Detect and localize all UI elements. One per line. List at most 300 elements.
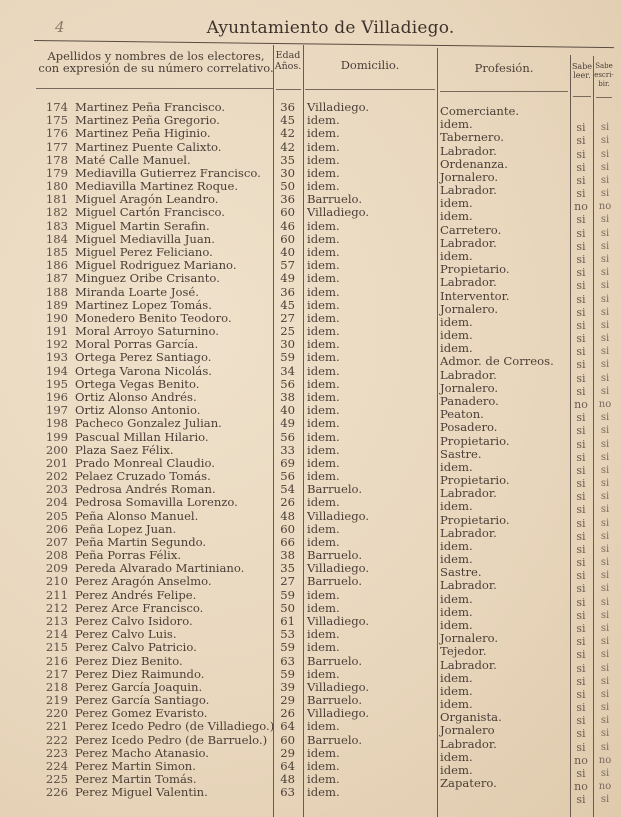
can-read: si	[576, 595, 586, 609]
elector-age: 30	[280, 165, 295, 180]
elector-profession: idem.	[440, 117, 473, 132]
elector-number: 218	[45, 679, 68, 694]
elector-domicile: Barruelo.	[307, 548, 363, 563]
header-underline-profession	[440, 91, 568, 92]
elector-age: 36	[280, 284, 295, 299]
elector-profession: idem.	[440, 749, 473, 764]
elector-domicile: idem.	[307, 429, 340, 444]
elector-profession: Posadero.	[440, 420, 498, 435]
elector-domicile: Villadiego.	[307, 679, 370, 694]
can-write: si	[600, 293, 610, 305]
can-read: si	[576, 622, 586, 636]
elector-domicile: Barruelo.	[307, 482, 363, 497]
can-read: no	[574, 780, 588, 794]
elector-name: Perez Arce Francisco.	[75, 600, 204, 615]
elector-age: 45	[280, 297, 295, 312]
elector-profession: idem.	[440, 248, 473, 263]
can-write: si	[600, 214, 610, 226]
elector-name: Moral Arroyo Saturnino.	[75, 324, 219, 339]
elector-name: Prado Monreal Claudio.	[75, 455, 215, 470]
elector-domicile: Villadiego.	[307, 706, 370, 721]
elector-number: 194	[45, 363, 68, 378]
elector-domicile: idem.	[307, 666, 340, 681]
elector-domicile: idem.	[307, 284, 340, 299]
elector-age: 29	[280, 745, 295, 760]
elector-domicile: idem.	[307, 179, 340, 194]
elector-number: 193	[45, 350, 68, 365]
elector-name: Peña Martin Segundo.	[75, 534, 207, 549]
elector-profession: Admor. de Correos.	[440, 354, 554, 369]
elector-profession: idem.	[440, 209, 473, 224]
can-read: si	[576, 714, 586, 728]
can-write: si	[600, 372, 610, 384]
elector-age: 63	[280, 785, 295, 800]
elector-domicile: idem.	[307, 785, 340, 800]
can-read: si	[576, 279, 586, 293]
elector-name: Perez García Joaquin.	[75, 679, 203, 694]
header-domicile: Domicilio.	[340, 58, 400, 72]
can-write: si	[600, 267, 610, 279]
can-read: si	[576, 332, 586, 346]
elector-number: 202	[45, 469, 68, 484]
elector-profession: idem.	[440, 328, 473, 343]
can-write: si	[600, 530, 610, 542]
can-read: si	[576, 411, 586, 425]
elector-profession: Jornalero.	[440, 380, 499, 395]
elector-age: 49	[280, 271, 295, 286]
can-read: si	[576, 187, 586, 201]
can-read: no	[574, 397, 588, 411]
elector-age: 35	[280, 152, 295, 167]
header-writes-line2: escri-	[594, 71, 614, 79]
elector-domicile: idem.	[307, 403, 340, 418]
header-age-line1: Edad	[275, 50, 301, 61]
elector-domicile: Barruelo.	[307, 732, 363, 747]
elector-domicile: Villadiego.	[307, 205, 370, 220]
header-reads	[571, 62, 593, 80]
can-write: si	[600, 688, 610, 700]
can-read: si	[576, 542, 586, 556]
elector-profession: idem.	[440, 341, 473, 356]
table-row	[0, 100, 621, 118]
can-read: si	[576, 767, 586, 780]
elector-domicile: idem.	[307, 244, 340, 259]
can-write: no	[598, 201, 612, 213]
elector-profession: Labrador.	[440, 235, 497, 250]
elector-domicile: idem.	[307, 310, 340, 325]
elector-number: 203	[45, 482, 68, 497]
elector-number: 180	[45, 179, 68, 194]
elector-profession: Labrador.	[440, 367, 497, 382]
can-write: si	[600, 227, 610, 239]
elector-age: 59	[280, 350, 295, 365]
can-write: si	[600, 728, 610, 740]
elector-domicile: idem.	[307, 495, 340, 510]
elector-domicile: idem.	[307, 350, 340, 365]
elector-number: 174	[45, 100, 68, 114]
elector-name: Pedrosa Somavilla Lorenzo.	[75, 495, 238, 510]
header-writes-line3: bir.	[598, 80, 610, 88]
elector-domicile: idem.	[307, 719, 340, 734]
elector-profession: idem.	[440, 697, 473, 712]
elector-name: Ortiz Alonso Andrés.	[75, 389, 197, 404]
elector-age: 59	[280, 587, 295, 602]
can-read: si	[576, 147, 586, 161]
elector-number: 177	[45, 139, 68, 154]
elector-age: 36	[280, 100, 295, 114]
elector-age: 27	[280, 574, 295, 589]
can-write: si	[600, 148, 610, 160]
elector-number: 206	[45, 521, 68, 536]
can-write: si	[600, 583, 610, 595]
can-read: si	[576, 740, 586, 754]
elector-profession: Labrador.	[440, 183, 497, 198]
elector-profession: idem.	[440, 670, 473, 685]
can-write: si	[600, 346, 610, 358]
elector-number: 204	[45, 495, 68, 510]
can-write: si	[600, 741, 610, 753]
elector-age: 26	[280, 706, 295, 721]
elector-domicile: idem.	[307, 297, 340, 312]
elector-age: 42	[280, 126, 295, 141]
can-write: si	[600, 596, 610, 608]
elector-name: Miguel Martin Serafin.	[75, 218, 210, 233]
can-write: si	[600, 425, 610, 437]
can-write: si	[600, 768, 610, 779]
can-write: no	[598, 781, 612, 793]
can-read: no	[574, 200, 588, 214]
elector-profession: Ordenanza.	[440, 156, 508, 171]
can-write: si	[600, 359, 610, 371]
elector-domicile: idem.	[307, 600, 340, 615]
elector-number: 181	[45, 192, 68, 207]
can-read: si	[576, 424, 586, 438]
elector-profession: Interventor.	[440, 288, 510, 303]
elector-domicile: idem.	[307, 627, 340, 642]
can-write: si	[600, 636, 610, 648]
elector-age: 56	[280, 429, 295, 444]
title-rule	[34, 40, 614, 48]
elector-age: 60	[280, 521, 295, 536]
can-read: si	[576, 239, 586, 253]
elector-domicile: Villadiego.	[307, 100, 370, 114]
elector-profession: Jornalero	[440, 723, 495, 738]
elector-profession: Sastre.	[440, 446, 482, 461]
elector-domicile: idem.	[307, 152, 340, 167]
elector-number: 189	[45, 297, 68, 312]
can-write: si	[600, 253, 610, 265]
elector-name: Miguel Rodriguez Mariano.	[75, 258, 237, 273]
elector-domicile: idem.	[307, 389, 340, 404]
elector-number: 192	[45, 337, 68, 352]
elector-name: Perez Martin Simon.	[75, 759, 196, 773]
can-write: si	[600, 623, 610, 635]
elector-age: 50	[280, 179, 295, 194]
elector-age: 26	[280, 495, 295, 510]
header-writes-line1: Sabe	[595, 62, 613, 70]
elector-name: Pereda Alvarado Martiniano.	[75, 561, 245, 576]
elector-number: 205	[45, 508, 68, 523]
elector-profession: Jornalero.	[440, 169, 499, 184]
elector-age: 54	[280, 482, 295, 497]
elector-domicile: idem.	[307, 324, 340, 339]
elector-name: Perez Icedo Pedro (de Villadiego.)	[75, 719, 275, 734]
header-underline-age	[276, 89, 301, 90]
can-write: si	[600, 557, 610, 569]
can-read: si	[576, 160, 586, 174]
elector-name: Perez Martin Tomás.	[75, 772, 197, 787]
elector-name: Peña Porras Félix.	[75, 548, 182, 563]
elector-age: 40	[280, 403, 295, 418]
elector-age: 27	[280, 310, 295, 325]
elector-number: 221	[45, 719, 68, 734]
elector-domicile: idem.	[307, 745, 340, 760]
can-read: si	[576, 213, 586, 227]
elector-name: Pelaez Cruzado Tomás.	[75, 469, 211, 484]
can-write: si	[600, 412, 610, 424]
elector-age: 53	[280, 627, 295, 642]
elector-profession: Propietario.	[440, 473, 510, 488]
elector-number: 214	[45, 627, 68, 642]
elector-name: Martinez Puente Calixto.	[75, 139, 222, 154]
elector-number: 187	[45, 271, 68, 286]
elector-name: Perez Calvo Isidoro.	[75, 614, 193, 629]
elector-domicile: Villadiego.	[307, 561, 370, 576]
can-read: si	[576, 477, 586, 491]
header-age-line2: Años.	[274, 61, 302, 72]
elector-profession: Labrador.	[440, 578, 497, 593]
elector-number: 175	[45, 113, 68, 128]
elector-number: 198	[45, 416, 68, 431]
elector-domicile: idem.	[307, 165, 340, 180]
elector-domicile: idem.	[307, 337, 340, 352]
elector-age: 56	[280, 376, 295, 391]
header-name-line1: Apellidos y nombres de los electores,	[47, 49, 265, 63]
elector-age: 63	[280, 653, 295, 668]
elector-profession: Carretero.	[440, 222, 502, 237]
elector-profession: idem.	[440, 459, 473, 474]
can-write: si	[600, 702, 610, 714]
elector-profession: Jornalero.	[440, 301, 499, 316]
elector-age: 59	[280, 640, 295, 655]
header-name	[38, 50, 274, 74]
elector-age: 61	[280, 614, 295, 629]
elector-profession: Peaton.	[440, 407, 484, 422]
elector-number: 216	[45, 653, 68, 668]
can-read: si	[576, 582, 586, 596]
elector-name: Ortega Perez Santiago.	[75, 350, 212, 365]
elector-name: Miguel Cartón Francisco.	[75, 205, 225, 220]
elector-number: 222	[45, 732, 68, 747]
elector-profession: Labrador.	[440, 736, 497, 751]
elector-number: 215	[45, 640, 68, 655]
elector-profession: Propietario.	[440, 262, 510, 277]
elector-age: 40	[280, 244, 295, 259]
elector-profession: idem.	[440, 604, 473, 619]
elector-name: Pedrosa Andrés Roman.	[75, 482, 216, 497]
table-row	[0, 785, 621, 807]
can-write: si	[600, 174, 610, 186]
elector-profession: idem.	[440, 314, 473, 329]
can-read: no	[574, 753, 588, 767]
elector-name: Miguel Aragón Leandro.	[75, 192, 219, 207]
can-read: si	[576, 437, 586, 451]
elector-age: 59	[280, 666, 295, 681]
elector-number: 183	[45, 218, 68, 233]
elector-domicile: idem.	[307, 640, 340, 655]
elector-age: 42	[280, 139, 295, 154]
elector-domicile: idem.	[307, 363, 340, 378]
can-read: si	[576, 727, 586, 741]
elector-age: 33	[280, 442, 295, 457]
elector-number: 195	[45, 376, 68, 391]
elector-profession: Tabernero.	[440, 130, 504, 145]
can-write: si	[600, 280, 610, 292]
elector-age: 48	[280, 508, 295, 523]
can-read: si	[576, 371, 586, 385]
elector-profession: Comerciante.	[440, 104, 520, 118]
elector-name: Martinez Peña Francisco.	[75, 100, 226, 114]
elector-domicile: Barruelo.	[307, 653, 363, 668]
elector-name: Martinez Peña Higinio.	[75, 126, 211, 141]
elector-name: Miguel Perez Feliciano.	[75, 244, 213, 259]
elector-domicile: idem.	[307, 521, 340, 536]
elector-number: 197	[45, 403, 68, 418]
can-read: si	[576, 266, 586, 280]
elector-number: 223	[45, 745, 68, 760]
can-read: si	[576, 503, 586, 517]
elector-number: 226	[45, 785, 68, 800]
elector-age: 69	[280, 455, 295, 470]
elector-age: 38	[280, 389, 295, 404]
elector-profession: Labrador.	[440, 486, 497, 501]
header-underline-name	[36, 88, 274, 89]
elector-domicile: idem.	[307, 442, 340, 457]
elector-age: 48	[280, 772, 295, 787]
can-write: si	[600, 662, 610, 674]
can-write: si	[600, 504, 610, 516]
header-reads-line2: leer.	[573, 71, 591, 80]
can-write: si	[600, 451, 610, 463]
elector-name: Perez Calvo Patricio.	[75, 640, 197, 655]
elector-domicile: Barruelo.	[307, 574, 363, 589]
elector-profession: Sastre.	[440, 565, 482, 580]
can-read: si	[576, 635, 586, 649]
can-read: si	[576, 687, 586, 701]
elector-name: Plaza Saez Félix.	[75, 442, 174, 457]
elector-profession: Jornalero.	[440, 631, 499, 646]
elector-profession: idem.	[440, 538, 473, 553]
elector-name: Martinez Lopez Tomás.	[75, 297, 212, 312]
elector-number: 225	[45, 772, 68, 787]
can-read: si	[576, 318, 586, 332]
elector-number: 220	[45, 706, 68, 721]
elector-name: Miguel Mediavilla Juan.	[75, 231, 215, 246]
elector-domicile: idem.	[307, 376, 340, 391]
elector-number: 207	[45, 534, 68, 549]
elector-name: Perez García Santiago.	[75, 693, 210, 708]
elector-age: 50	[280, 600, 295, 615]
elector-name: Perez Calvo Luis.	[75, 627, 177, 642]
elector-name: Perez Miguel Valentin.	[75, 785, 208, 800]
can-write: si	[600, 333, 610, 345]
elector-number: 211	[45, 587, 68, 602]
elector-number: 213	[45, 614, 68, 629]
can-read: si	[576, 648, 586, 662]
can-write: si	[600, 517, 610, 529]
can-write: si	[600, 306, 610, 318]
can-read: si	[576, 701, 586, 715]
elector-domicile: idem.	[307, 126, 340, 141]
can-read: si	[576, 529, 586, 543]
elector-domicile: idem.	[307, 759, 340, 773]
can-write: si	[600, 188, 610, 200]
elector-age: 25	[280, 324, 295, 339]
elector-name: Maté Calle Manuel.	[75, 152, 191, 167]
elector-domicile: idem.	[307, 231, 340, 246]
elector-number: 212	[45, 600, 68, 615]
elector-age: 60	[280, 205, 295, 220]
elector-name: Perez Gomez Evaristo.	[75, 706, 208, 721]
can-write: si	[600, 240, 610, 252]
elector-profession: Labrador.	[440, 525, 497, 540]
elector-profession: idem.	[440, 499, 473, 514]
elector-number: 217	[45, 666, 68, 681]
elector-name: Moral Porras García.	[75, 337, 199, 352]
elector-number: 178	[45, 152, 68, 167]
elector-domicile: Barruelo.	[307, 192, 363, 207]
elector-name: Perez Diez Benito.	[75, 653, 183, 668]
elector-number: 219	[45, 693, 68, 708]
elector-name: Martinez Peña Gregorio.	[75, 113, 220, 128]
header-reads-line1: Sabe	[571, 62, 593, 71]
elector-name: Pacheco Gonzalez Julian.	[75, 416, 222, 431]
can-read: si	[576, 793, 586, 807]
elector-domicile: idem.	[307, 455, 340, 470]
elector-number: 179	[45, 165, 68, 180]
elector-number: 200	[45, 442, 68, 457]
elector-number: 210	[45, 574, 68, 589]
elector-age: 60	[280, 732, 295, 747]
elector-domicile: idem.	[307, 772, 340, 787]
elector-domicile: idem.	[307, 534, 340, 549]
can-read: si	[576, 608, 586, 622]
elector-age: 34	[280, 363, 295, 378]
elector-age: 29	[280, 693, 295, 708]
elector-profession: idem.	[440, 591, 473, 606]
can-read: si	[576, 226, 586, 240]
elector-age: 36	[280, 192, 295, 207]
elector-number: 186	[45, 258, 68, 273]
elector-age: 30	[280, 337, 295, 352]
can-write: si	[600, 319, 610, 331]
elector-profession: idem.	[440, 196, 473, 211]
elector-name: Ortega Vegas Benito.	[75, 376, 200, 391]
elector-number: 182	[45, 205, 68, 220]
elector-age: 60	[280, 231, 295, 246]
header-underline-domicile	[305, 89, 435, 90]
elector-name: Miranda Loarte José.	[75, 284, 199, 299]
elector-age: 66	[280, 534, 295, 549]
elector-domicile: Villadiego.	[307, 508, 370, 523]
can-write: si	[600, 122, 610, 134]
elector-name: Peña Alonso Manuel.	[75, 508, 199, 523]
elector-profession: Labrador.	[440, 143, 497, 158]
can-read: si	[576, 252, 586, 266]
can-write: si	[600, 438, 610, 450]
elector-profession: idem.	[440, 763, 473, 777]
can-read: si	[576, 305, 586, 319]
